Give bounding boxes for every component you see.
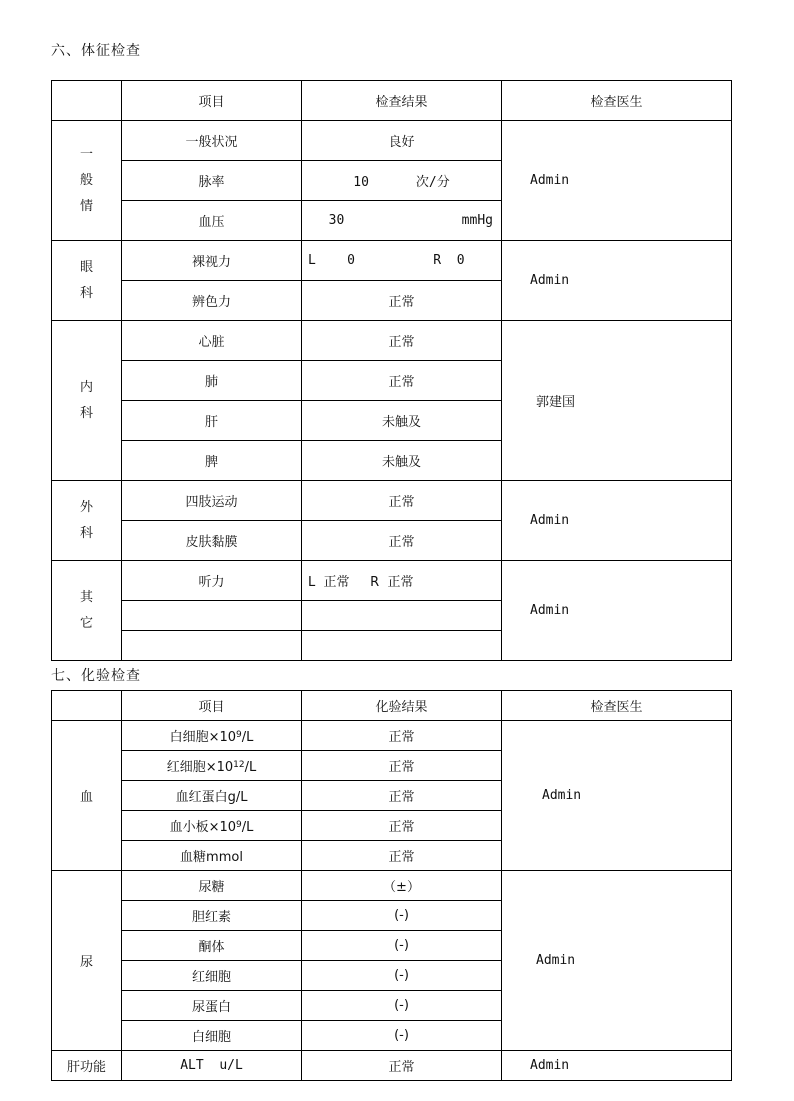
doctor-cell: 郭建国	[502, 321, 732, 481]
item-cell: 心脏	[122, 321, 302, 361]
header-result: 检查结果	[302, 81, 502, 121]
item-cell: 一般状况	[122, 121, 302, 161]
result-cell: 正常	[302, 721, 502, 751]
category-surgery: 外 科	[52, 481, 122, 561]
doctor-cell: Admin	[502, 871, 732, 1051]
section-6-heading: 六、体征检查	[51, 43, 141, 59]
table-row	[52, 1051, 732, 1081]
table-row	[52, 321, 732, 361]
result-cell: (-)	[302, 961, 502, 991]
category-blood: 血	[52, 721, 122, 871]
result-cell	[302, 631, 502, 661]
item-cell	[122, 751, 302, 781]
result-cell: 10 次/分	[302, 161, 502, 201]
result-cell: (-)	[302, 901, 502, 931]
item-cell	[122, 631, 302, 661]
item-cell: 尿蛋白	[122, 991, 302, 1021]
lab-test-table	[51, 690, 732, 1081]
header-result: 化验结果	[302, 691, 502, 721]
result-cell: （±）	[302, 871, 502, 901]
doctor-cell: Admin	[502, 561, 732, 661]
item-cell	[122, 811, 302, 841]
item-unit: /L	[244, 760, 257, 775]
result-cell: 未触及	[302, 401, 502, 441]
result-cell: 正常	[302, 841, 502, 871]
item-cell	[122, 601, 302, 631]
result-cell: 正常	[302, 521, 502, 561]
category-general: 一 般 情	[52, 121, 122, 241]
item-cell: 血红蛋白g/L	[122, 781, 302, 811]
table-header-row	[52, 691, 732, 721]
category-urine: 尿	[52, 871, 122, 1051]
table-row	[52, 481, 732, 521]
item-cell: 脾	[122, 441, 302, 481]
table-header-row	[52, 81, 732, 121]
item-exponent: 9	[236, 820, 242, 830]
doctor-cell: Admin	[502, 1051, 732, 1081]
item-cell: 肝	[122, 401, 302, 441]
item-cell	[122, 721, 302, 751]
table-row	[52, 721, 732, 751]
result-cell: 30 mmHg	[302, 201, 502, 241]
item-cell: 红细胞	[122, 961, 302, 991]
result-cell: 正常	[302, 811, 502, 841]
result-cell: 正常	[302, 1051, 502, 1081]
doctor-cell: Admin	[502, 241, 732, 321]
result-cell: 良好	[302, 121, 502, 161]
result-cell: 未触及	[302, 441, 502, 481]
result-cell: (-)	[302, 1021, 502, 1051]
category-other: 其 它	[52, 561, 122, 661]
physical-exam-table	[51, 80, 732, 661]
item-cell: 酮体	[122, 931, 302, 961]
item-label: 白细胞×10	[169, 730, 237, 745]
item-cell: 听力	[122, 561, 302, 601]
doctor-cell: Admin	[502, 121, 732, 241]
item-cell: 白细胞	[122, 1021, 302, 1051]
header-blank	[52, 691, 122, 721]
section-7-heading: 七、化验检查	[51, 668, 141, 684]
item-cell: ALT u/L	[122, 1051, 302, 1081]
category-eye: 眼 科	[52, 241, 122, 321]
item-cell: 皮肤黏膜	[122, 521, 302, 561]
result-cell: 正常	[302, 281, 502, 321]
item-cell: 四肢运动	[122, 481, 302, 521]
result-cell: 正常	[302, 361, 502, 401]
item-label: 红细胞×10	[166, 760, 234, 775]
result-cell	[302, 601, 502, 631]
item-cell: 裸视力	[122, 241, 302, 281]
table-row	[52, 561, 732, 601]
header-doctor: 检查医生	[502, 691, 732, 721]
item-cell: 肺	[122, 361, 302, 401]
item-cell: 尿糖	[122, 871, 302, 901]
item-cell: 辨色力	[122, 281, 302, 321]
result-cell: (-)	[302, 991, 502, 1021]
item-label: 血小板×10	[169, 820, 237, 835]
result-cell: 正常	[302, 481, 502, 521]
doctor-cell: Admin	[502, 481, 732, 561]
table-row	[52, 241, 732, 281]
result-cell: 正常	[302, 781, 502, 811]
category-internal: 内 科	[52, 321, 122, 481]
item-unit: /L	[241, 820, 254, 835]
category-liver: 肝功能	[52, 1051, 122, 1081]
result-cell: L 正常 R 正常	[302, 561, 502, 601]
item-exponent: 9	[236, 730, 242, 740]
header-item: 项目	[122, 691, 302, 721]
table-row	[52, 121, 732, 161]
result-cell: 正常	[302, 321, 502, 361]
item-cell: 胆红素	[122, 901, 302, 931]
item-unit: /L	[241, 730, 254, 745]
result-cell: L 0 R 0	[302, 241, 502, 281]
header-doctor: 检查医生	[502, 81, 732, 121]
header-blank	[52, 81, 122, 121]
result-cell: 正常	[302, 751, 502, 781]
item-cell: 血糖mmol	[122, 841, 302, 871]
item-cell: 血压	[122, 201, 302, 241]
table-row	[52, 871, 732, 901]
result-cell: (-)	[302, 931, 502, 961]
doctor-cell: Admin	[502, 721, 732, 871]
item-cell: 脉率	[122, 161, 302, 201]
header-item: 项目	[122, 81, 302, 121]
item-exponent: 12	[233, 760, 245, 770]
